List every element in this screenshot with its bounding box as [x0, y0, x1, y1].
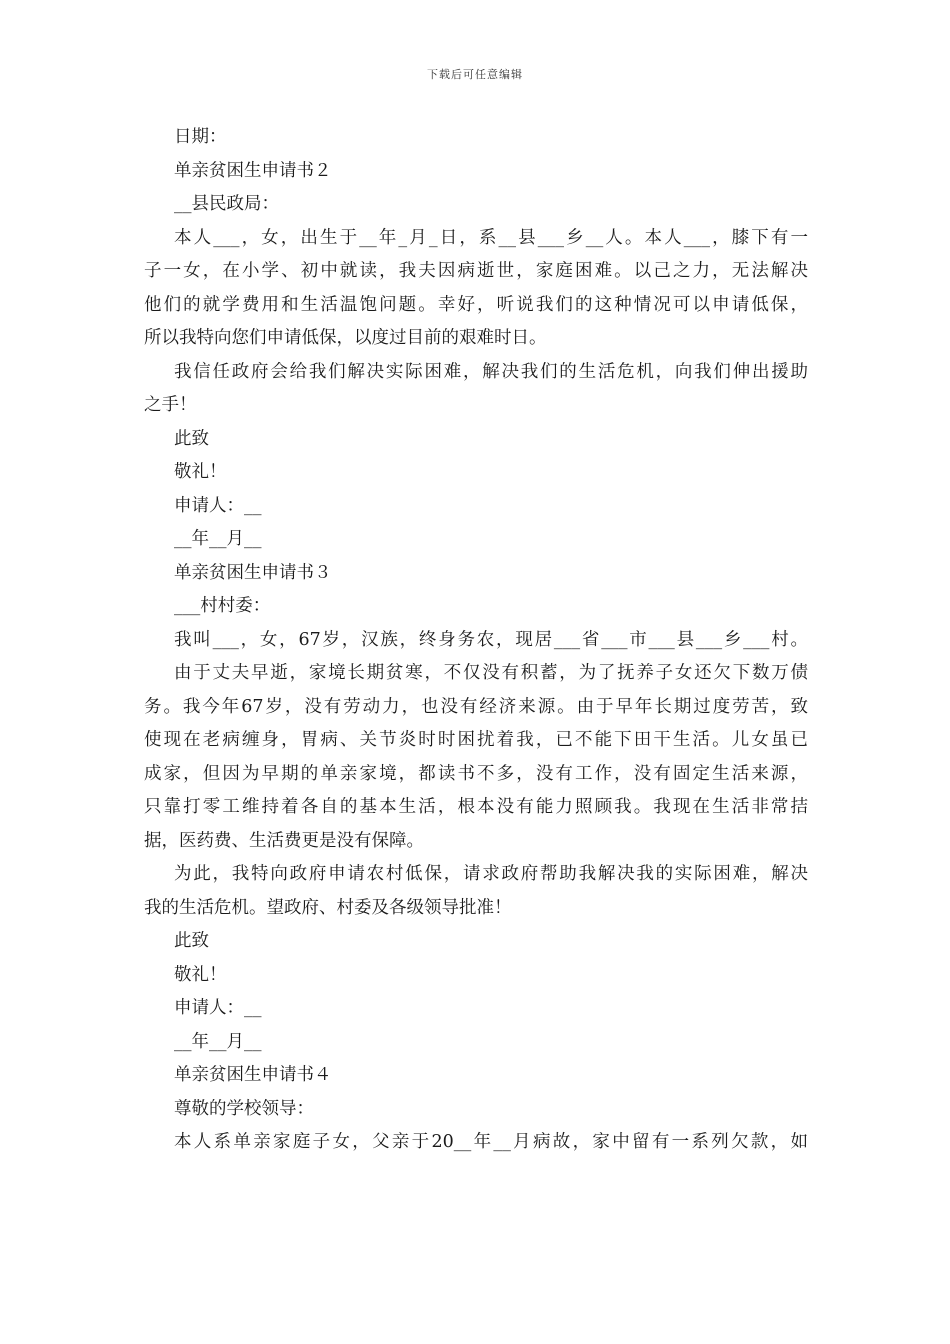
text-line: __年__月__ [174, 529, 262, 549]
text-line: 我叫___，女，67岁，汉族，终身务农，现居___省___市___县___乡___村。 [174, 629, 808, 650]
text-line: 由于丈夫早逝，家境长期贫寒，不仅没有积蓄，为了抚养子女还欠下数万债 [174, 663, 808, 683]
text-line: 他们的就学费用和生活温饱问题。幸好，听说我们的这种情况可以申请低保， [144, 294, 808, 315]
text-line: 之手！ [144, 395, 197, 415]
text-line: 据，医药费、生活费更是没有保障。 [144, 830, 424, 851]
document-body [144, 121, 808, 1160]
text-line: 子一女，在小学、初中就读，我夫因病逝世，家庭困难。以己之力，无法解决 [144, 261, 808, 281]
text-line: 单亲贫困生申请书３ [174, 562, 332, 583]
text-line: 尊敬的学校领导： [174, 1098, 314, 1119]
text-line: 单亲贫困生申请书２ [174, 160, 332, 181]
text-line: 敬礼！ [174, 462, 227, 482]
text-line: 使现在老病缠身，胃病、关节炎时时困扰着我，已不能下田干生活。儿女虽已 [144, 730, 808, 750]
text-line: 为此，我特向政府申请农村低保，请求政府帮助我解决我的实际困难，解决 [174, 864, 808, 884]
text-line: 成家，但因为早期的单亲家境，都读书不多，没有工作，没有固定生活来源， [144, 763, 808, 784]
text-line: 单亲贫困生申请书４ [174, 1065, 332, 1085]
text-line: 申请人：__ [174, 495, 262, 516]
text-line: 此致 [174, 931, 209, 951]
text-line: 我的生活危机。望政府、村委及各级领导批准！ [144, 897, 512, 918]
text-line: 本人系单亲家庭子女，父亲于20__年__月病故，家中留有一系列欠款，如 [174, 1132, 808, 1152]
text-line: __年__月__ [174, 1031, 262, 1052]
text-line: 所以我特向您们申请低保，以度过目前的艰难时日。 [144, 328, 547, 348]
page-header: 下载后可任意编辑 [427, 68, 523, 81]
text-line: 只靠打零工维持着各自的基本生活，根本没有能力照顾我。我现在生活非常拮 [144, 797, 808, 817]
text-line: 我信任政府会给我们解决实际困难，解决我们的生活危机，向我们伸出援助 [174, 361, 808, 382]
text-line: ___村村委： [174, 596, 271, 616]
text-line: 本人___，女，出生于__年_月_日，系__县___乡__人。本人___，膝下有一 [174, 227, 808, 248]
text-line: 敬礼！ [174, 964, 227, 985]
text-line: __县民政局： [174, 194, 279, 214]
text-line: 此致 [174, 428, 209, 449]
text-line: 日期： [174, 127, 227, 147]
text-line: 申请人：__ [174, 998, 262, 1018]
text-line: 务。我今年67岁，没有劳动力，也没有经济来源。由于早年长期过度劳苦，致 [144, 696, 808, 717]
